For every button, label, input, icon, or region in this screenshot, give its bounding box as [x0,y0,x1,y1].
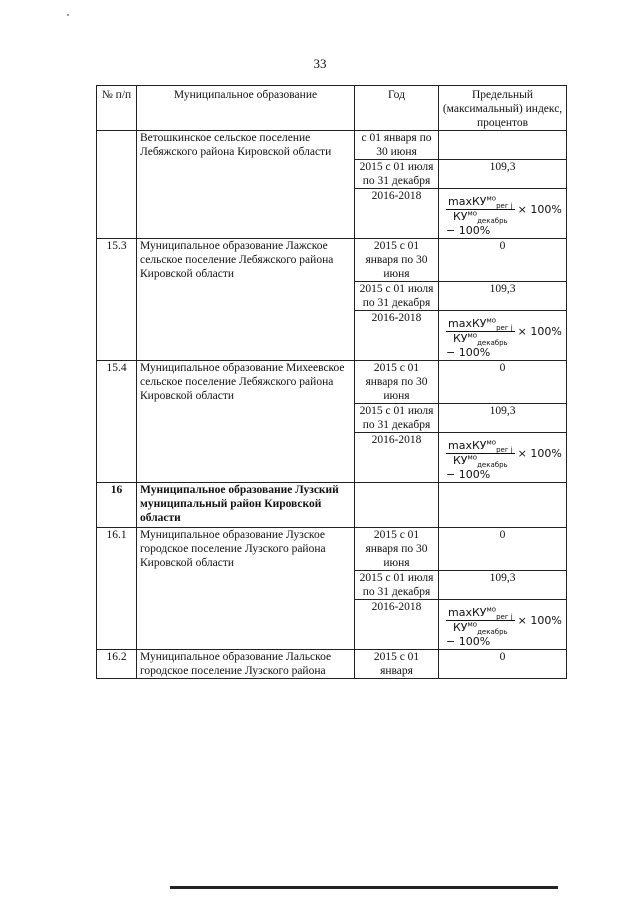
row-municipality: Муниципальное образование Лальское городское поселение Лузского района [137,650,355,679]
formula [446,195,562,224]
index-formula [439,311,567,361]
row-municipality: Ветошкинское сельское поселение Лебяжского района Кировской области [137,131,355,239]
row-year [355,483,439,528]
table-header-row [97,86,567,131]
row-index: 0 [439,528,567,571]
row-index: 0 [439,239,567,282]
row-year: с 01 января по 30 июня [355,131,439,160]
row-index: 0 [439,650,567,679]
row-index: 109,3 [439,404,567,433]
formula-minus: − 100% [446,346,491,359]
formula-times: × 100% [517,202,562,216]
formula-minus: − 100% [446,635,491,648]
table-row-section [97,483,567,528]
index-formula [439,433,567,483]
header-index: Предельный (максимальный) индекс, процентов [439,86,567,131]
row-num: 16.1 [97,528,137,650]
row-num: 15.3 [97,239,137,361]
row-num: 15.4 [97,361,137,483]
row-index: 109,3 [439,282,567,311]
row-index: 0 [439,361,567,404]
header-municipality: Муниципальное образование [137,86,355,131]
formula-times: × 100% [517,446,562,460]
formula-fraction [446,439,515,468]
formula-numerator: maxКУ$^{мо}_{рег j}$ [448,605,513,622]
formula-denominator: $КУ^{мо}_{декабрь}$ [453,331,508,348]
row-year: 2015 с 01 января по 30 июня [355,361,439,404]
row-index [439,131,567,160]
formula-denominator: $КУ^{мо}_{декабрь}$ [453,620,508,637]
formula-times: × 100% [517,613,562,627]
header-num: № п/п [97,86,137,131]
formula-numerator: maxКУ$^{мо}_{рег j}$ [448,316,513,333]
formula [446,317,562,346]
row-num [97,131,137,239]
table-row [97,131,567,160]
row-year: 2016-2018 [355,189,439,239]
formula-denominator: $КУ^{мо}_{декабрь}$ [453,209,508,226]
row-num: 16.2 [97,650,137,679]
header-year: Год [355,86,439,131]
row-year: 2016-2018 [355,311,439,361]
formula-minus: − 100% [446,468,491,481]
tariff-index-table [96,85,567,679]
index-formula [439,600,567,650]
formula-minus: − 100% [446,224,491,237]
row-num: 16 [97,483,137,528]
row-year: 2015 с 01 января [355,650,439,679]
index-formula [439,189,567,239]
page-number: 33 [313,56,327,71]
table-row [97,239,567,282]
table-row [97,650,567,679]
table-row [97,528,567,571]
row-year: 2015 с 01 июля по 31 декабря [355,571,439,600]
scan-dot [67,14,69,16]
formula-fraction [446,195,515,224]
formula-denominator: $КУ^{мо}_{декабрь}$ [453,453,508,470]
row-year: 2016-2018 [355,600,439,650]
row-municipality: Муниципальное образование Лажское сельское поселение Лебяжского района Кировской области [137,239,355,361]
row-municipality: Муниципальное образование Лузское городское поселение Лузского района Кировской области [137,528,355,650]
footer-rule [170,886,558,889]
formula-numerator: maxКУ$^{мо}_{рег j}$ [448,194,513,211]
formula-numerator: maxКУ$^{мо}_{рег j}$ [448,438,513,455]
table-row [97,361,567,404]
row-year: 2015 с 01 января по 30 июня [355,239,439,282]
formula-times: × 100% [517,324,562,338]
formula-fraction [446,317,515,346]
row-year: 2015 с 01 июля по 31 декабря [355,404,439,433]
row-year: 2015 с 01 января по 30 июня [355,528,439,571]
row-index: 109,3 [439,571,567,600]
row-year: 2015 с 01 июля по 31 декабря [355,160,439,189]
row-municipality: Муниципальное образование Лузский муниципальный район Кировской области [137,483,355,528]
formula [446,606,562,635]
formula-fraction [446,606,515,635]
row-municipality: Муниципальное образование Михеевское сельское поселение Лебяжского района Кировской области [137,361,355,483]
row-index [439,483,567,528]
row-index: 109,3 [439,160,567,189]
row-year: 2015 с 01 июля по 31 декабря [355,282,439,311]
row-year: 2016-2018 [355,433,439,483]
formula [446,439,562,468]
